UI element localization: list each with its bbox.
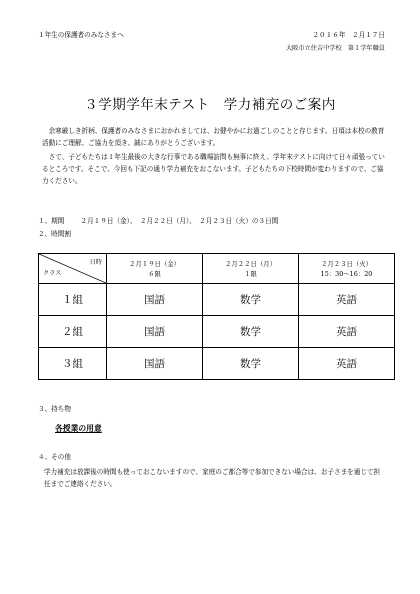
- intro-paragraph-2: さて、子どもたちは１年生最後の大きな行事である職場訪問も無事に終え、学年末テストに向けて日々頑張っているところです。そこで、今回も下記の通り学力補充をおこないます。子どもたちの下校時間が変わりますので、ご協力ください。: [42, 153, 385, 185]
- date-line: ２０１６年 ２月１７日: [312, 31, 385, 39]
- intro-paragraph-1: 余寒厳しき折柄、保護者のみなさまにおかれましては、お健やかにお過ごしのことと存じます。日頃は本校の教育活動にご理解、ご協力を頂き、誠にありがとうございます。: [42, 127, 385, 147]
- timetable-header-row: [39, 254, 395, 284]
- subject-cell: 数学: [203, 348, 299, 380]
- subject-cell: 数学: [203, 284, 299, 316]
- subject-cell: 英語: [299, 316, 395, 348]
- class-cell: ３組: [39, 348, 107, 380]
- corner-datetime-label: 日時: [89, 259, 102, 266]
- column-date: ２月１９日（金）: [128, 259, 181, 268]
- subject-cell: 数学: [203, 316, 299, 348]
- table-row: [39, 348, 395, 380]
- items-text: 各授業の用意: [55, 424, 102, 433]
- subject-cell: 国語: [107, 316, 203, 348]
- section-period-text: ２月１９日（金）、 ２月２２日（月）、 ２月２３日（火）の３日間: [80, 217, 279, 225]
- column-date: ２月２３日（火）: [320, 259, 373, 268]
- section-period: [38, 216, 278, 227]
- column-date: ２月２２日（月）: [224, 259, 277, 268]
- subject-cell: 国語: [107, 348, 203, 380]
- timetable: [38, 253, 395, 380]
- column-header-day2: [203, 254, 299, 284]
- section-timetable-label: ２、時間割: [38, 230, 71, 238]
- column-time: １限: [244, 269, 257, 278]
- subject-cell: 英語: [299, 284, 395, 316]
- column-time: ６限: [148, 269, 161, 278]
- recipient-line: １年生の保護者のみなさまへ: [38, 31, 124, 39]
- other-text: 学力補充は放課後の時間も使っておこないますので、家庭のご都合等で参加できない場合は、お子さまを通じて担任までご連絡ください。: [44, 468, 381, 488]
- section-period-label: １、期間: [38, 217, 65, 225]
- section-items-label: ３、持ち物: [38, 405, 71, 413]
- corner-class-label: クラス: [43, 270, 62, 277]
- page-title: ３学期学年末テスト 学力補充のご案内: [84, 97, 336, 113]
- section-other-label: ４、その他: [38, 453, 71, 461]
- sender-line: 大阪市立住吉中学校 第１学年職員: [286, 45, 385, 52]
- column-header-day3: [299, 254, 395, 284]
- timetable-corner-cell: [39, 254, 107, 284]
- subject-cell: 国語: [107, 284, 203, 316]
- subject-cell: 英語: [299, 348, 395, 380]
- table-row: [39, 316, 395, 348]
- column-time: 15：30～16：20: [320, 269, 373, 278]
- table-row: [39, 284, 395, 316]
- class-cell: ２組: [39, 316, 107, 348]
- class-cell: １組: [39, 284, 107, 316]
- column-header-day1: [107, 254, 203, 284]
